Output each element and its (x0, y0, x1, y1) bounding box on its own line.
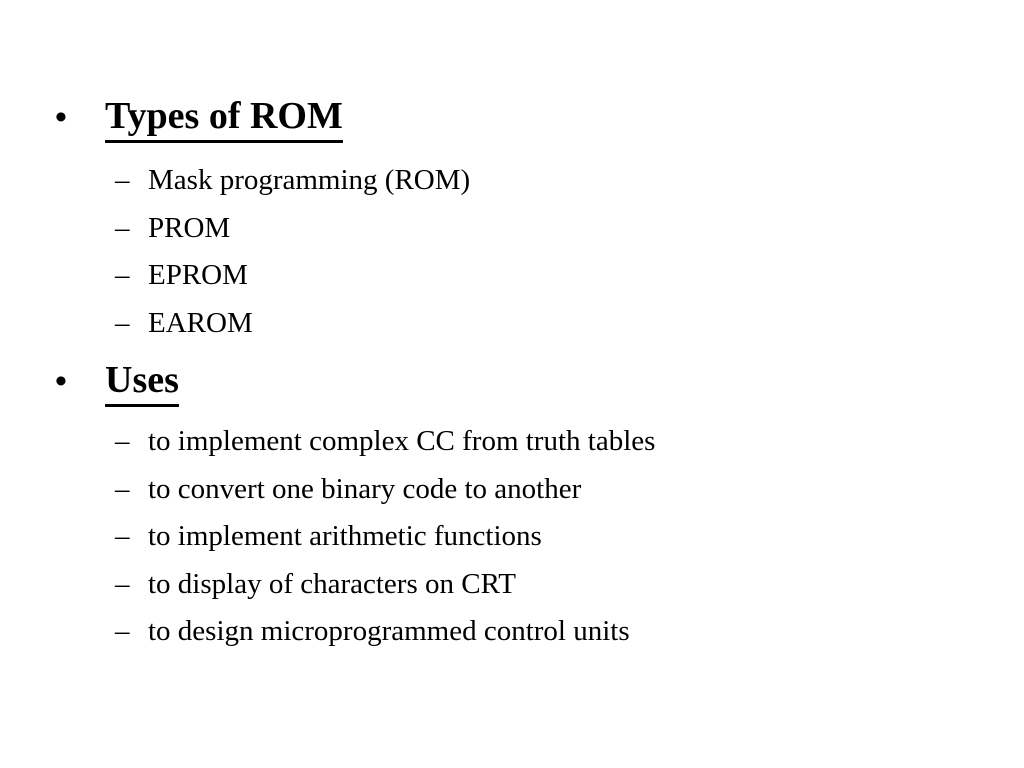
list-item (0, 300, 1024, 348)
list-item (0, 608, 1024, 656)
list-item (0, 252, 1024, 300)
list-item-text: to implement arithmetic functions (148, 520, 542, 552)
section-heading-types-of-rom (0, 93, 1024, 143)
dash-icon: – (115, 567, 130, 600)
list-item (0, 513, 1024, 561)
dash-icon: – (115, 164, 130, 196)
list-item-text: Mask programming (ROM) (148, 164, 471, 196)
bullet-icon: • (55, 363, 67, 400)
types-of-rom-list (0, 157, 1024, 347)
dash-icon: – (115, 259, 130, 291)
section-title: Uses (105, 357, 179, 407)
dash-icon: – (115, 211, 130, 244)
list-item (0, 561, 1024, 609)
list-item-text: to design microprogrammed control units (148, 615, 630, 647)
dash-icon: – (115, 615, 130, 647)
bullet-icon: • (55, 99, 67, 136)
list-item (0, 466, 1024, 514)
uses-list (0, 418, 1024, 656)
dash-icon: – (115, 520, 130, 552)
dash-icon: – (115, 472, 130, 505)
dash-icon: – (115, 306, 130, 339)
list-item (0, 157, 1024, 205)
section-heading-uses (0, 357, 1024, 407)
dash-icon: – (115, 425, 130, 457)
list-item-text: to display of characters on CRT (148, 567, 516, 600)
section-title: Types of ROM (105, 93, 343, 143)
list-item-text: PROM (148, 211, 231, 244)
list-item-text: to implement complex CC from truth tables (148, 425, 656, 457)
list-item-text: EAROM (148, 306, 253, 339)
list-item-text: to convert one binary code to another (148, 472, 582, 505)
list-item-text: EPROM (148, 259, 248, 291)
list-item (0, 418, 1024, 466)
list-item (0, 205, 1024, 253)
